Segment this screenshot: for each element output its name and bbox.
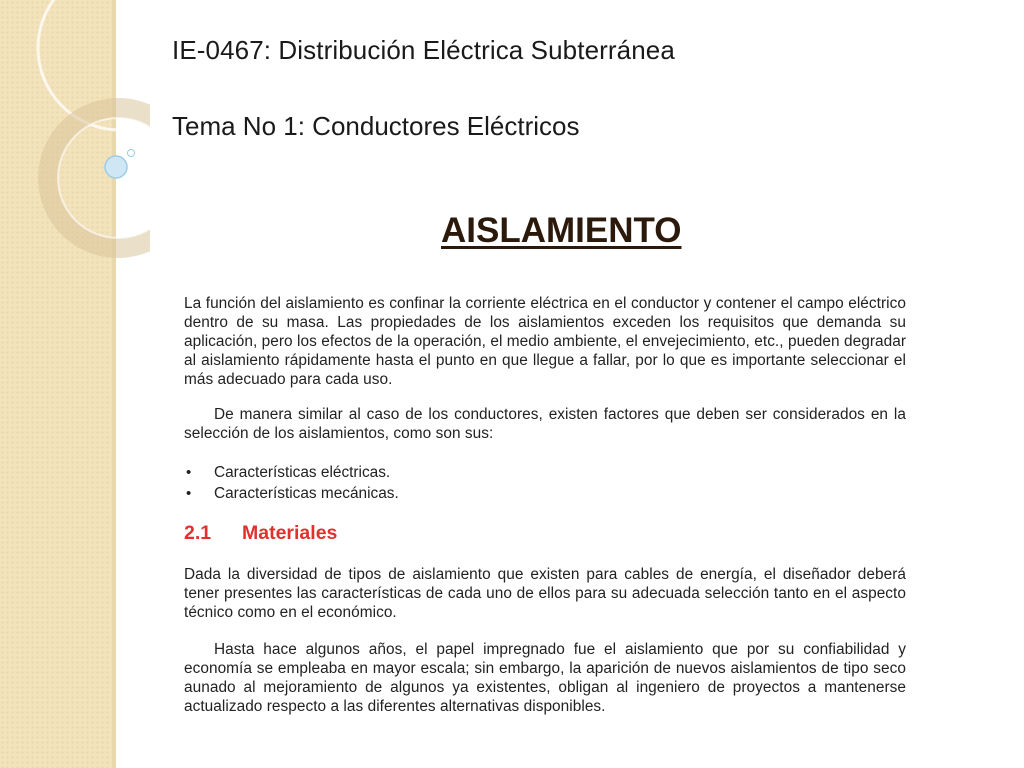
subsection-number: 2.1 [184,522,212,544]
list-item-label: Características eléctricas. [214,464,391,481]
bullet-icon: • [186,464,192,481]
bullet-icon: • [186,485,192,502]
paragraph-selection-factors: De manera similar al caso de los conductores, existen factores que deben ser considerados en la selección de los aislamientos, como son sus: [184,406,906,442]
course-title: IE-0467: Distribución Eléctrica Subterránea [172,35,675,65]
subsection-label: Materiales [242,522,338,544]
subsection-heading [184,522,337,545]
characteristics-list [184,462,884,504]
paragraph-insulation-function: La función del aislamiento es confinar la corriente eléctrica en el conductor y contener el campo eléctrico dentro de su masa. Las propiedades de los aislamientos exceden los requisitos que demanda su aplicación, pero los efectos de la operación, el medio ambiente, el envejecimiento, etc., pueden degradar al aislamiento rápidamente hasta el punto en que llegue a fallar, por lo que es importante seleccionar el más adecuado para cada uso. [184,295,906,388]
decorative-bubble-large [105,156,127,178]
list-item [184,462,884,483]
decorative-bubble-small [128,150,135,157]
list-item-label: Características mecánicas. [214,485,399,502]
list-item [184,483,884,504]
paragraph-impregnated-paper: Hasta hace algunos años, el papel impregnado fue el aislamiento que por su confiabilidad y economía se empleaba en mayor escala; sin embargo, la aparición de nuevos aislamientos de tipo seco aunado al mejoramiento de algunos ya existentes, obligan al ingeniero de proyectos a mantenerse actualizado respecto a las diferentes alternativas disponibles. [184,641,906,715]
paragraph-materials-diversity: Dada la diversidad de tipos de aislamiento que existen para cables de energía, el diseñador deberá tener presentes las características de cada uno de ellos para su adecuada selección tanto en el aspecto técnico como en el económico. [184,566,906,621]
section-title: AISLAMIENTO [441,211,682,250]
decorative-circles [0,0,150,260]
topic-title: Tema No 1: Conductores Eléctricos [172,111,580,141]
